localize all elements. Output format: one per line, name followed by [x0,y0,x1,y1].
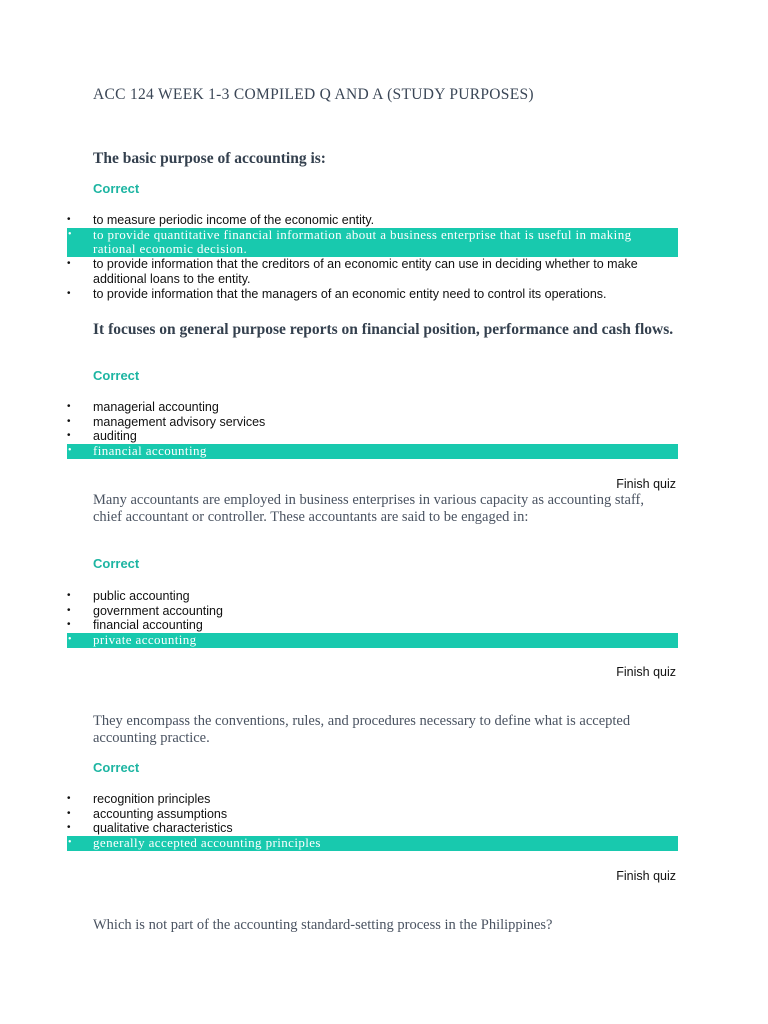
finish-quiz-link[interactable]: Finish quiz [616,869,676,883]
question-1-status: Correct [93,181,140,196]
option[interactable]: • recognition principles [67,792,211,806]
question-2-status: Correct [93,368,140,383]
question-3-status: Correct [93,556,140,571]
question-2-text: It focuses on general purpose reports on financial position, performance and cash flows. [93,321,674,338]
option[interactable]: • accounting assumptions [67,806,228,821]
option[interactable]: • public accounting [67,589,190,603]
option[interactable]: • government accounting [67,603,223,618]
option[interactable]: • to measure periodic income of the economic entity. [67,213,375,227]
question-1-options [0,213,768,301]
option[interactable]: • managerial accounting [67,400,219,414]
finish-quiz-link[interactable]: Finish quiz [616,477,676,491]
question-3-text: Many accountants are employed in business enterprises in various capacity as accounting staff, chief accountant or controller. These accountants are said to be engaged in: [93,492,644,525]
option-selected-answer[interactable]: • to provide quantitative financial information about a business enterprise that is useful in making rational economic decision. [67,228,678,257]
option[interactable]: • auditing [67,429,137,444]
option[interactable]: • management advisory services [67,414,266,429]
question-4-text: They encompass the conventions, rules, and procedures necessary to define what is accepted accounting practice. [93,713,631,746]
question-5-text: Which is not part of the accounting standard-setting process in the Philippines? [93,917,553,933]
option-selected-answer[interactable]: • generally accepted accounting principles [67,836,678,851]
finish-quiz-link[interactable]: Finish quiz [616,665,676,679]
question-3-options [0,589,768,648]
option-selected-answer[interactable]: • financial accounting [67,444,678,459]
option[interactable]: • financial accounting [67,618,203,633]
question-4-options [0,792,768,851]
question-2-options [0,400,768,459]
option[interactable]: • to provide information that the managers of an economic entity need to control its operations. [67,286,607,301]
option-selected-answer[interactable]: • private accounting [67,633,678,648]
option[interactable]: • qualitative characteristics [67,821,233,836]
question-4-status: Correct [93,760,140,775]
document-title: ACC 124 WEEK 1-3 COMPILED Q AND A (STUDY PURPOSES) [93,86,534,103]
option[interactable]: • to provide information that the creditors of an economic entity can use in deciding whether to make additional loans to the entity. [67,257,638,286]
question-1-text: The basic purpose of accounting is: [93,150,326,167]
